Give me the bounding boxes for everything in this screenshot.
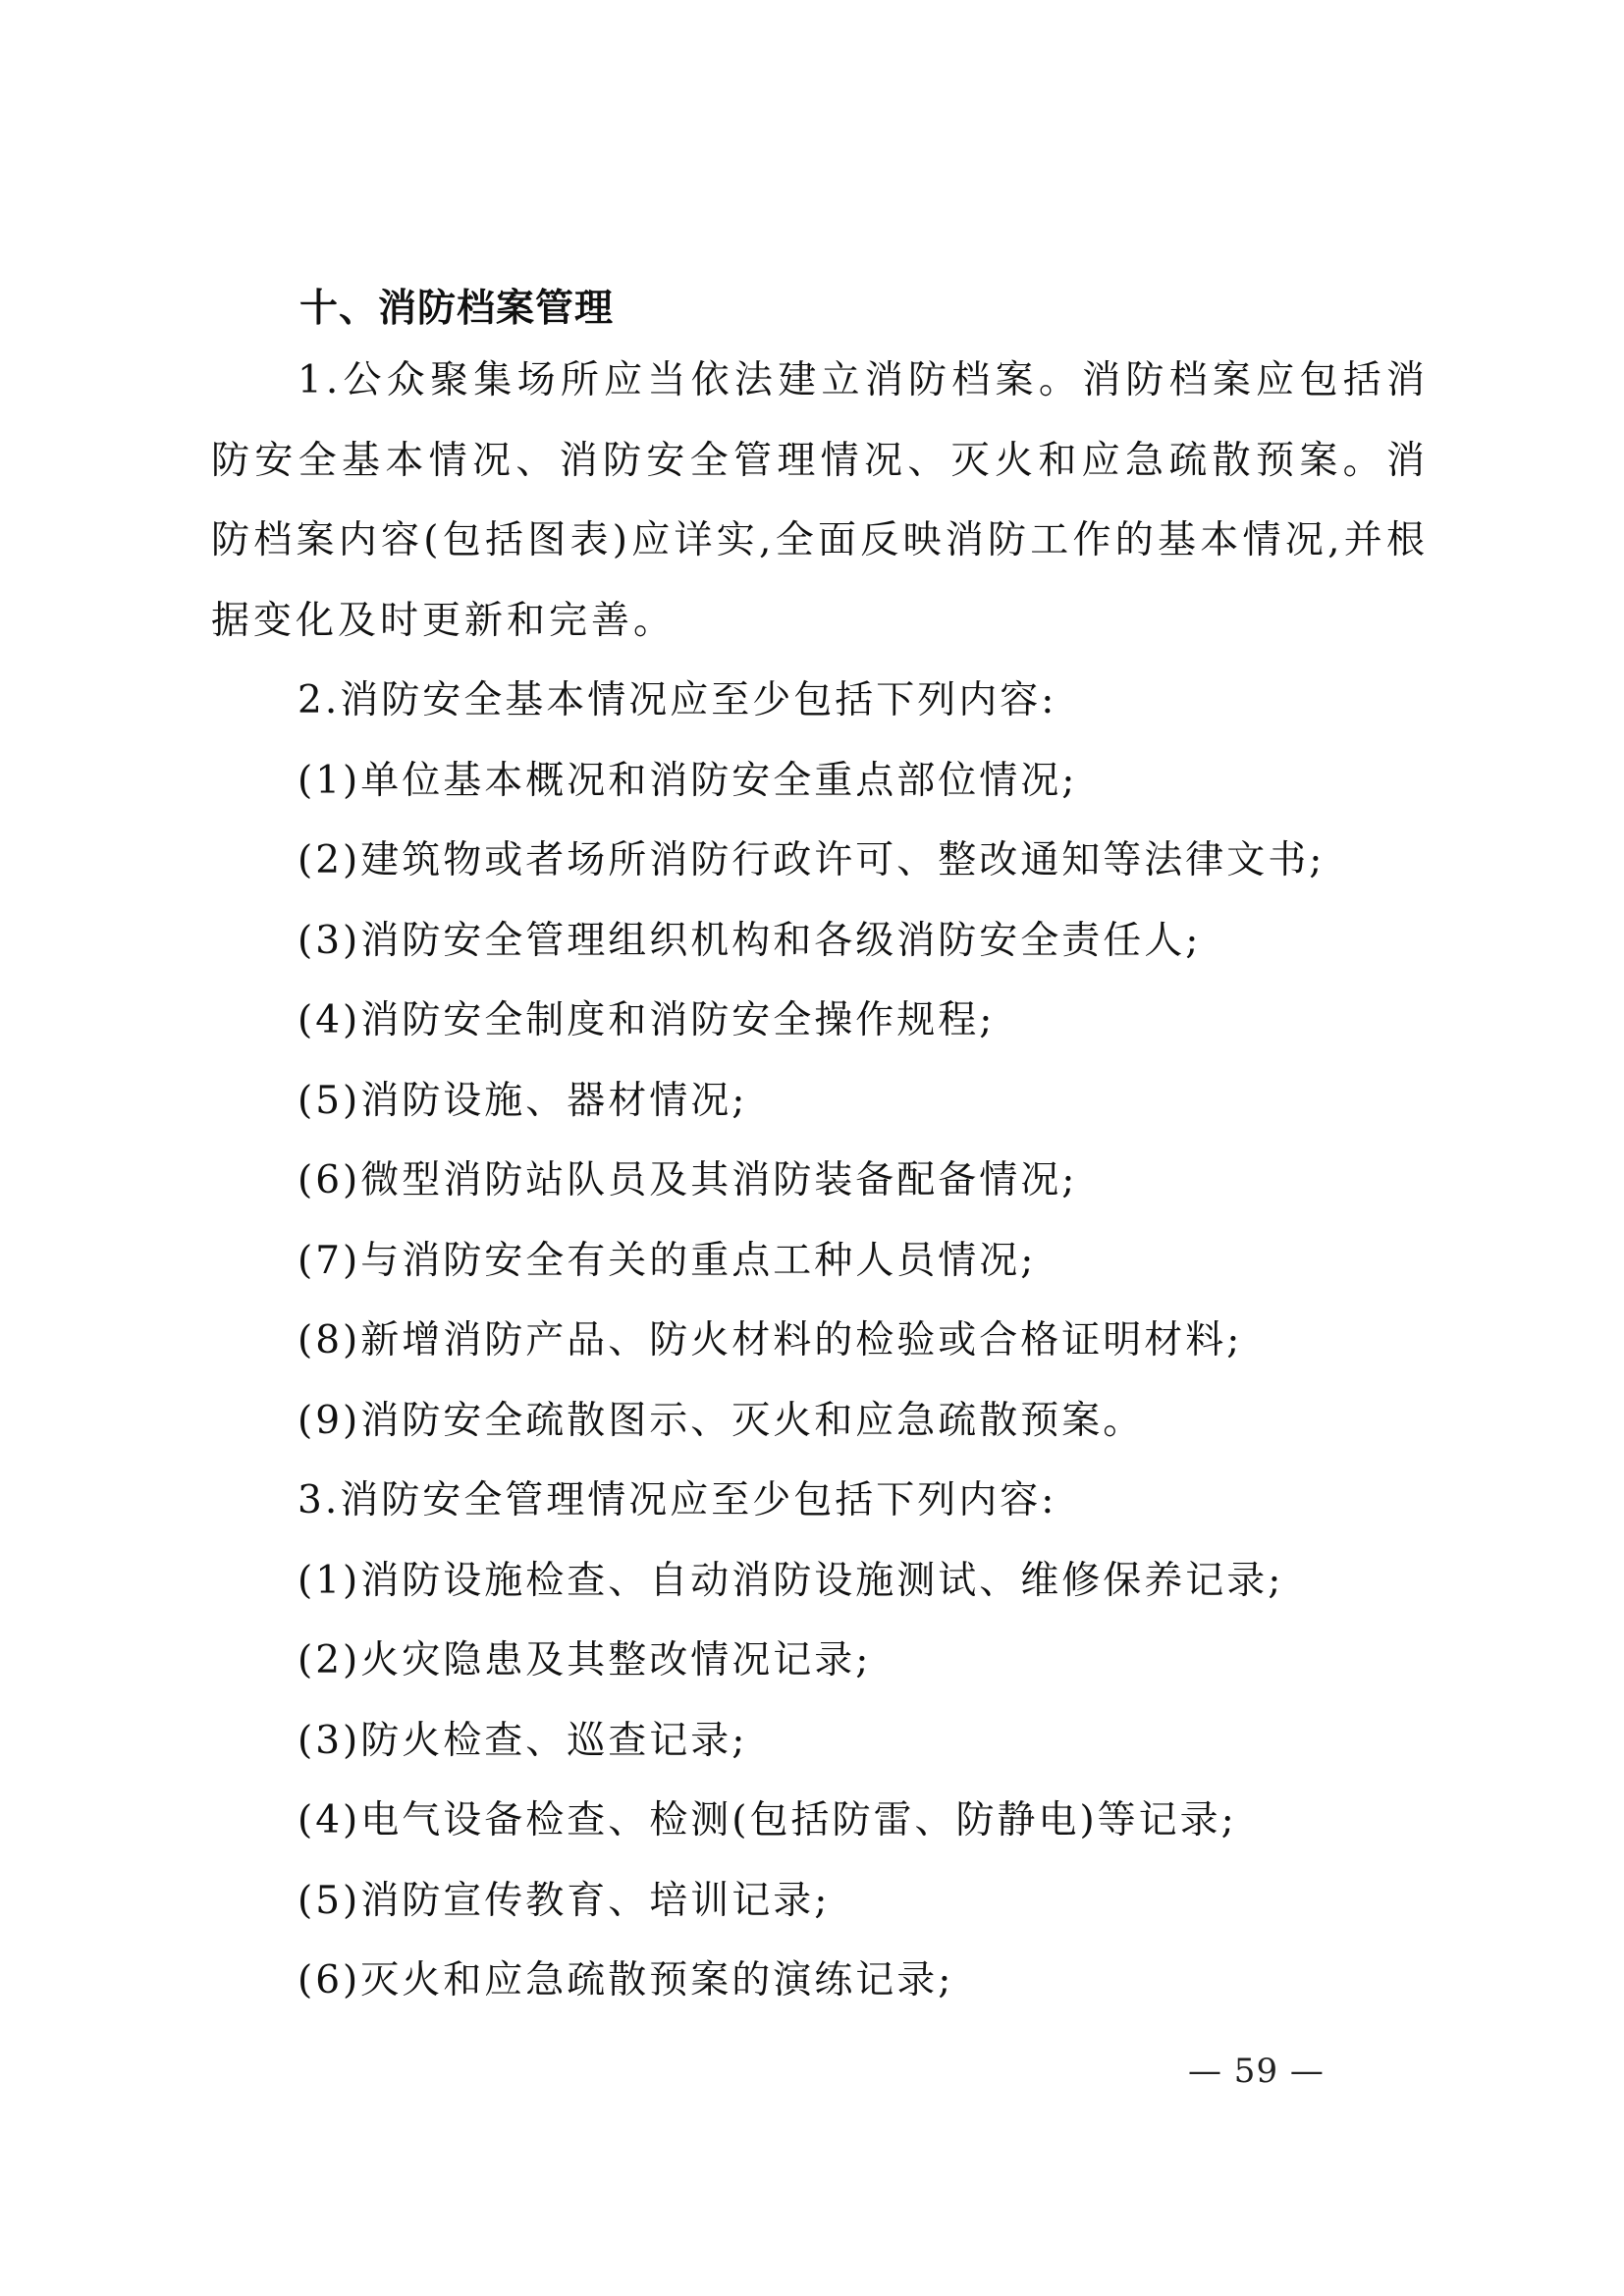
document-body — [211, 278, 1429, 2021]
basic-info-item: (5)消防设施、器材情况; — [298, 1078, 748, 1123]
basic-info-item: (6)微型消防站队员及其消防装备配备情况; — [298, 1158, 1078, 1202]
basic-info-item: (1)单位基本概况和消防安全重点部位情况; — [298, 758, 1078, 803]
management-info-intro: 3.消防安全管理情况应至少包括下列内容: — [298, 1478, 1057, 1522]
management-info-item: (1)消防设施检查、自动消防设施测试、维修保养记录; — [298, 1558, 1284, 1603]
basic-info-item: (4)消防安全制度和消防安全操作规程; — [298, 998, 996, 1042]
section-heading: 十、消防档案管理 — [299, 287, 615, 331]
management-info-item: (3)防火检查、巡查记录; — [298, 1718, 748, 1763]
basic-info-item: (3)消防安全管理组织机构和各级消防安全责任人; — [298, 918, 1202, 963]
basic-info-item: (7)与消防安全有关的重点工种人员情况; — [298, 1238, 1037, 1283]
management-info-item: (5)消防宣传教育、培训记录; — [298, 1878, 831, 1923]
basic-info-item: (8)新增消防产品、防火材料的检验或合格证明材料; — [298, 1318, 1243, 1362]
basic-info-item: (9)消防安全疏散图示、灭火和应急疏散预案。 — [298, 1398, 1145, 1443]
management-info-item: (6)灭火和应急疏散预案的演练记录; — [298, 1958, 954, 2002]
management-info-item: (2)火灾隐患及其整改情况记录; — [298, 1638, 872, 1682]
paragraph-1: 1.公众聚集场所应当依法建立消防档案。消防档案应包括消防安全基本情况、消防安全管理情况、灭火和应急疏散预案。消防档案内容(包括图表)应详实,全面反映消防工作的基本情况,并根据变化及时更新和完善。 — [211, 358, 1429, 643]
basic-info-item: (2)建筑物或者场所消防行政许可、整改通知等法律文书; — [298, 838, 1326, 882]
basic-info-intro: 2.消防安全基本情况应至少包括下列内容: — [298, 678, 1057, 722]
page-number: — 59 — — [1188, 2052, 1325, 2091]
management-info-item: (4)电气设备检查、检测(包括防雷、防静电)等记录; — [298, 1798, 1237, 1842]
